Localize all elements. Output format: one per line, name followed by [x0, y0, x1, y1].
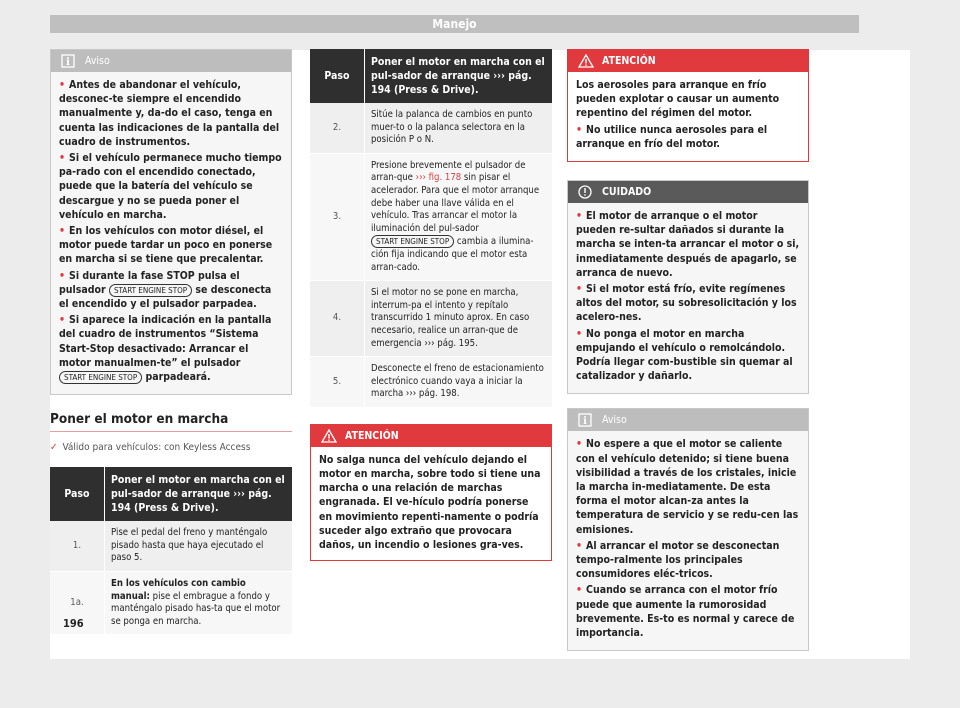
- steps-table-continued: Paso Poner el motor en marcha con el pul-sador de arranque ››› pág. 194 (Press & Drive). 2. Sitúe la palanca de cambios en punto muer-to o la palanca selectora en la posición P o N. 3. Presione brevemente el pulsador de arran-que ››› fig. 178 sin pisar el acelerador. Para que el motor arranque debe haber una llave válida en el vehículo. Tras arrancar el motor la iluminación del pul-sador START ENGINE STOP cambia a ilumina-ción fija indicando que el motor esta arran-cado. 4. Si el motor no se pone en marcha, interrum-pa el intento y repítalo transcurrido 1 minuto aprox. En caso necesario, realice un arran-que de emergencia ››› pág. 195. 5. Desconecte el freno de estacionamiento electrónico cuando vaya a iniciar la marcha ››› pág. 198.: [310, 49, 552, 408]
- left-column: [50, 49, 292, 635]
- validity-note: ✓ Válido para vehículos: con Keyless Access: [50, 442, 251, 454]
- atencion-title: ATENCIÓN: [602, 55, 656, 67]
- atencion-box: ATENCIÓN Los aerosoles para arranque en frío pueden explotar o causar un aumento repentino del régimen del motor. • No utilice nunca aerosoles para el arranque en frío del motor.: [567, 49, 809, 162]
- aviso-box: [50, 49, 292, 395]
- list-item: • Si durante la fase STOP pulsa el pulsador START ENGINE STOP se desconecta el encendido y el pulsador parpadea.: [59, 269, 272, 311]
- list-item: • Antes de abandonar el vehículo, desconec-te siempre el encendido manualmente y, da-do el caso, tenga en cuenta las indicaciones de la pantalla del cuadro de instrumentos.: [59, 79, 280, 148]
- warning-triangle-icon: [578, 54, 594, 68]
- svg-text:i: i: [66, 57, 70, 68]
- list-item: • No ponga el motor en marcha empujando el vehículo o remolcándolo. Podría llegar com-bustible sin quemar al catalizador y dañarlo.: [576, 327, 793, 383]
- cuidado-title: CUIDADO: [602, 186, 652, 199]
- checkmark-icon: ✓: [50, 442, 58, 454]
- svg-text:i: i: [583, 416, 587, 428]
- aviso-title: Aviso: [602, 414, 627, 427]
- info-icon: [578, 413, 594, 427]
- list-item: • No utilice nunca aerosoles para el arranque en frío del motor.: [576, 123, 768, 150]
- list-item: • En los vehículos con motor diésel, el motor puede tardar un poco en ponerse en marcha si se tiene que precalentar.: [59, 225, 273, 266]
- start-engine-stop-button-label: START ENGINE STOP: [109, 284, 192, 297]
- table-row: 5. Desconecte el freno de estacionamiento electrónico cuando vaya a iniciar la marcha ››› pág. 198.: [310, 357, 552, 408]
- start-engine-stop-button-label: START ENGINE STOP: [59, 371, 142, 384]
- page-header: Manejo: [50, 15, 859, 33]
- table-row: 2. Sitúe la palanca de cambios en punto muer-to o la palanca selectora en la posición P o N.: [310, 103, 552, 153]
- aviso-box: [567, 408, 809, 651]
- table-row: 1. Pise el pedal del freno y manténgalo pisado hasta que haya ejecutado el paso 5.: [50, 521, 292, 571]
- info-icon: [61, 54, 77, 68]
- aviso-title: Aviso: [85, 55, 110, 67]
- figure-reference: ››› fig. 178: [415, 172, 462, 184]
- list-item: • El motor de arranque o el motor pueden re-sultar dañados si durante la marcha se inten-ta arrancar el motor o si, inmediatamente después de apagarlo, se arranca de nuevo.: [576, 210, 800, 279]
- info-circle-icon: [578, 185, 594, 199]
- table-row: 3. Presione brevemente el pulsador de arran-que ››› fig. 178 sin pisar el acelerador. Para que el motor arranque debe haber una llave válida en el vehículo. Tras arrancar el motor la iluminación del pul-sador START ENGINE STOP cambia a ilumina-ción fija indicando que el motor esta arran-cado.: [310, 153, 552, 280]
- list-item: • No espere a que el motor se caliente con el vehículo detenido; si tiene buena visibilidad a través de los cristales, inicie la marcha in-mediatamente. De esta forma el motor alcan-za antes la temperatura de servicio y se redu-cen las emisiones.: [576, 438, 799, 536]
- steps-table: Paso Poner el motor en marcha con el pul-sador de arranque ››› pág. 194 (Press & Drive). 1. Pise el pedal del freno y manténgalo pisado hasta que haya ejecutado el paso 5. 1a. En los vehículos con cambio manual: pise el embrague a fondo y manténgalo pisado has-ta que el motor se ponga en marcha.: [50, 467, 292, 635]
- right-column: [567, 49, 809, 651]
- table-row: 1a. En los vehículos con cambio manual: pise el embrague a fondo y manténgalo pisado has-ta que el motor se ponga en marcha.: [50, 572, 292, 635]
- table-row: 4. Si el motor no se pone en marcha, interrum-pa el intento y repítalo transcurrido 1 minuto aprox. En caso necesario, realice un arran-que de emergencia ››› pág. 195.: [310, 281, 552, 357]
- list-item: • Si el vehículo permanece mucho tiempo pa-rado con el encendido conectado, puede que la batería del vehículo se descargue y no se pueda poner el vehículo en marcha.: [59, 152, 282, 221]
- atencion-title: ATENCIÓN: [345, 429, 399, 442]
- list-item: • Al arrancar el motor se desconectan tempo-ralmente los principales consumidores eléc-tricos.: [576, 539, 780, 581]
- section-title: Poner el motor en marcha: [50, 411, 292, 432]
- warning-triangle-icon: [321, 429, 337, 443]
- list-item: • Si aparece la indicación en la pantalla del cuadro de instrumentos “Sistema Start-Stop desactivado: Arrancar el motor manualmen-te” el pulsador START ENGINE STOP parpadeará.: [59, 314, 272, 384]
- cuidado-box: [567, 180, 809, 394]
- atencion-box: ATENCIÓN No salga nunca del vehículo dejando el motor en marcha, sobre todo si tiene una marcha o una relación de marchas engranada. El ve-hículo podría ponerse en movimiento repenti-namente o podría suceder algo extraño que provocara daños, un incendio o lesiones gra-ves.: [310, 424, 552, 561]
- list-item: • Si el motor está frío, evite regímenes altos del motor, su sobresolicitación y los acelero-nes.: [576, 283, 797, 324]
- list-item: • Cuando se arranca con el motor frío puede que aumente la rumorosidad brevemente. Es-to es normal y carece de importancia.: [576, 584, 795, 640]
- middle-column: [310, 49, 552, 561]
- page-number: 196: [63, 617, 84, 630]
- start-engine-stop-button-label: START ENGINE STOP: [371, 235, 454, 248]
